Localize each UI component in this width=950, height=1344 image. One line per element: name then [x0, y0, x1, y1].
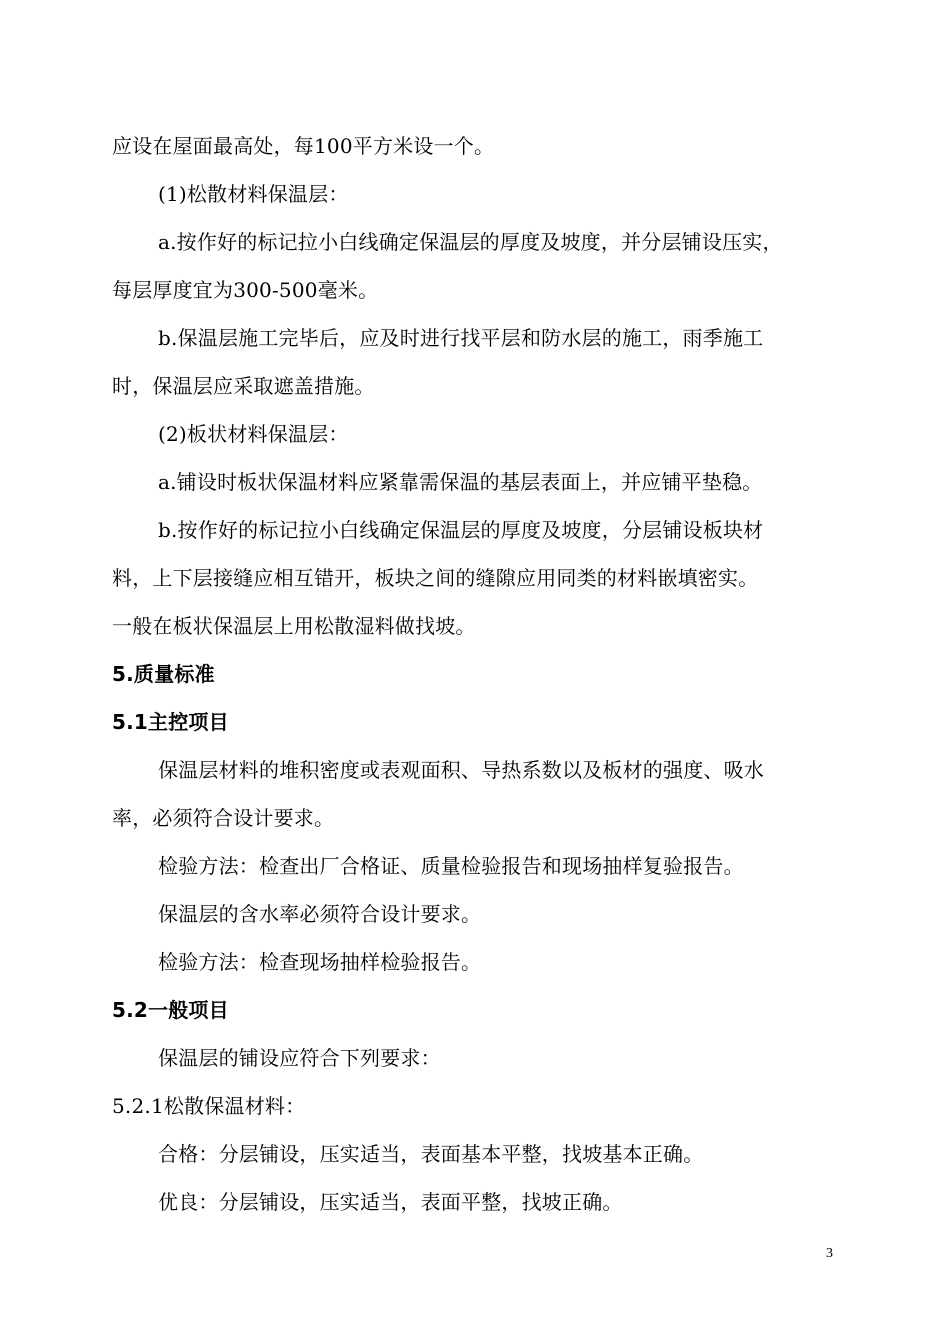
paragraph-line: 应设在屋面最高处，每100平方米设一个。: [112, 134, 495, 158]
paragraph-line: 保温层的铺设应符合下列要求：: [158, 1046, 441, 1070]
paragraph-line: b.按作好的标记拉小白线确定保温层的厚度及坡度，分层铺设板块材: [158, 518, 764, 542]
paragraph-line: 检验方法：检查出厂合格证、质量检验报告和现场抽样复验报告。: [158, 854, 744, 878]
paragraph-line: 率，必须符合设计要求。: [112, 806, 335, 830]
paragraph-line: 检验方法：检查现场抽样检验报告。: [158, 950, 482, 974]
paragraph-line: 时，保温层应采取遮盖措施。: [112, 374, 375, 398]
subsection-title: (2)板状材料保温层：: [158, 422, 349, 446]
section-heading: 5.2一般项目: [112, 998, 229, 1022]
subsection-title: 5.2.1松散保温材料：: [112, 1094, 306, 1118]
paragraph-line: 优良：分层铺设，压实适当，表面平整，找坡正确。: [158, 1190, 623, 1214]
subsection-title: (1)松散材料保温层：: [158, 182, 349, 206]
paragraph-line: 料，上下层接缝应相互错开，板块之间的缝隙应用同类的材料嵌填密实。: [112, 566, 759, 590]
paragraph-line: 每层厚度宜为300-500毫米。: [112, 278, 379, 302]
page-number: 3: [826, 1246, 833, 1261]
paragraph-line: a.铺设时板状保温材料应紧靠需保温的基层表面上，并应铺平垫稳。: [158, 470, 763, 494]
paragraph-line: 保温层材料的堆积密度或表观面积、导热系数以及板材的强度、吸水: [158, 758, 764, 782]
section-heading: 5.质量标准: [112, 662, 215, 686]
paragraph-line: 一般在板状保温层上用松散湿料做找坡。: [112, 614, 476, 638]
section-heading: 5.1主控项目: [112, 710, 229, 734]
paragraph-line: a.按作好的标记拉小白线确定保温层的厚度及坡度，并分层铺设压实，: [158, 230, 783, 254]
paragraph-line: 合格：分层铺设，压实适当，表面基本平整，找坡基本正确。: [158, 1142, 704, 1166]
paragraph-line: b.保温层施工完毕后，应及时进行找平层和防水层的施工，雨季施工: [158, 326, 764, 350]
paragraph-line: 保温层的含水率必须符合设计要求。: [158, 902, 482, 926]
